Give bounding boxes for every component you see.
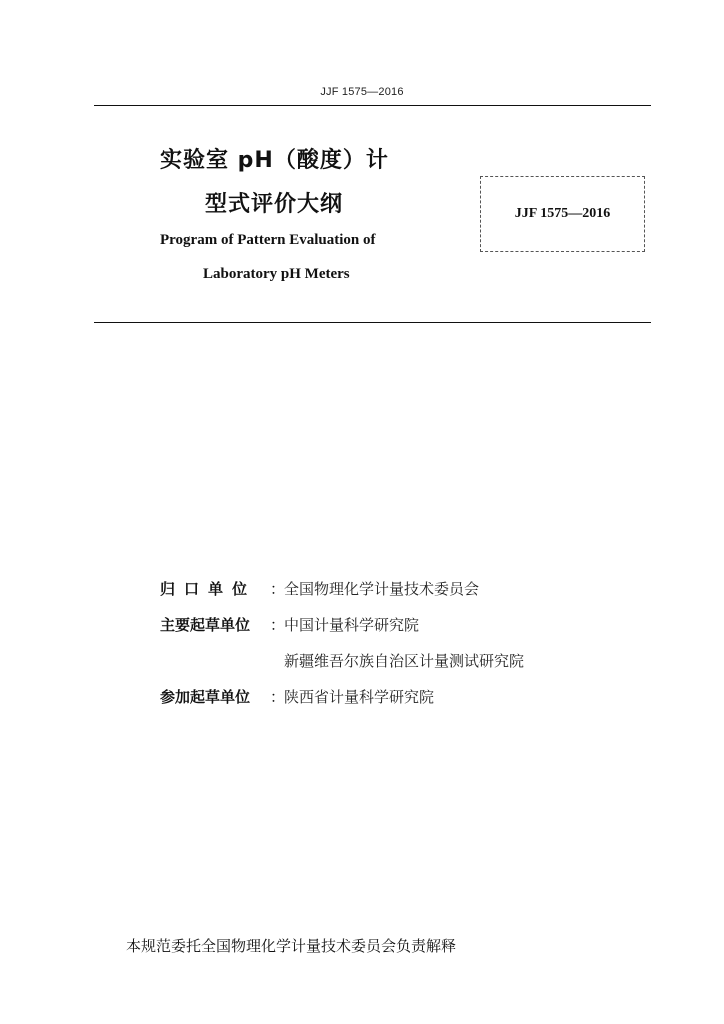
- colon: ：: [270, 687, 286, 706]
- participating-unit-value: 陕西省计量科学研究院: [284, 687, 435, 706]
- participating-unit-row: [160, 678, 524, 714]
- title-zh-line1: 实验室 pH（酸度）计: [160, 148, 389, 173]
- interpretation-note: 本规范委托全国物理化学计量技术委员会负责解释: [126, 937, 457, 955]
- colon: ：: [270, 615, 286, 634]
- responsible-unit-value: 全国物理化学计量技术委员会: [284, 579, 480, 598]
- participating-unit-label: 参加起草单位: [160, 687, 251, 706]
- responsible-unit-label: 归口单位: [160, 579, 257, 598]
- title-en-line2: Laboratory pH Meters: [203, 266, 350, 282]
- title-en-line1: Program of Pattern Evaluation of: [160, 232, 376, 248]
- main-drafting-unit-label: 主要起草单位: [160, 615, 251, 634]
- main-drafting-unit-value-1: 中国计量科学研究院: [284, 615, 420, 634]
- responsible-unit-row: [160, 570, 524, 606]
- bottom-rule: [94, 322, 651, 323]
- header-code: JJF 1575—2016: [320, 86, 404, 98]
- standard-code: JJF 1575—2016: [514, 206, 611, 221]
- main-drafting-unit-row: [160, 606, 524, 642]
- standard-code-box: [480, 176, 645, 252]
- main-drafting-unit-value-2: 新疆维吾尔族自治区计量测试研究院: [284, 651, 525, 670]
- top-rule: [94, 105, 651, 106]
- title-zh-line2: 型式评价大纲: [205, 192, 344, 217]
- main-drafting-unit-row-2: [160, 642, 524, 678]
- colon: ：: [270, 579, 286, 598]
- drafting-units: [160, 570, 524, 714]
